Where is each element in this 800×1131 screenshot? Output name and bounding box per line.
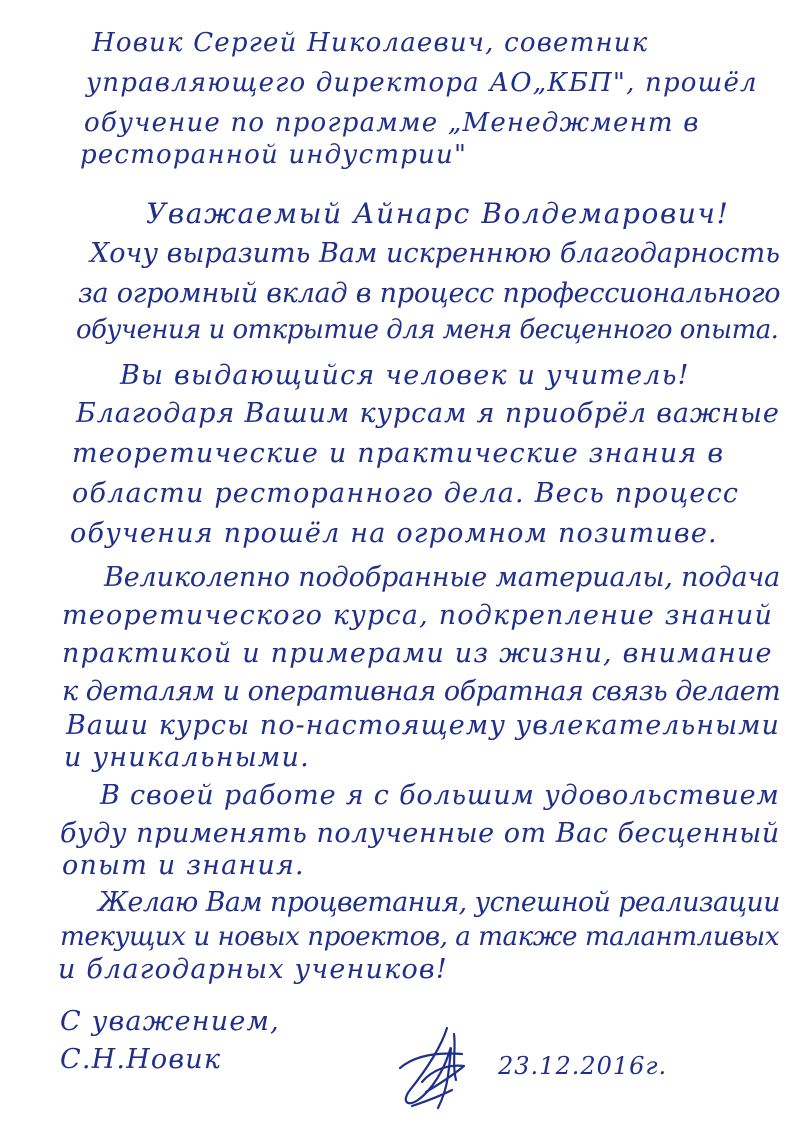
body-line: к деталям и оперативная обратная связь делает bbox=[62, 676, 781, 707]
body-line: Желаю Вам процветания, успешной реализации bbox=[98, 887, 780, 918]
body-line: Великолепно подобранные материалы, подача bbox=[104, 562, 781, 593]
header-line: обучение по программе „Менеджмент в bbox=[84, 108, 700, 138]
letter-date: 23.12.2016г. bbox=[498, 1052, 668, 1080]
body-line: В своей работе я с большим удовольствием bbox=[100, 780, 780, 811]
body-line: и уникальными. bbox=[64, 742, 310, 773]
body-line: за огромный вклад в процесс профессионального bbox=[78, 278, 781, 309]
body-line: обучения прошёл на огромном позитиве. bbox=[70, 518, 718, 549]
body-line: практикой и примерами из жизни, внимание bbox=[62, 638, 773, 669]
body-line: Ваши курсы по-настоящему увлекательными bbox=[66, 710, 780, 741]
body-line: опыт и знания. bbox=[62, 850, 305, 881]
header-line: Новик Сергей Николаевич, советник bbox=[92, 28, 649, 58]
body-line: буду применять полученные от Вас бесценный bbox=[60, 818, 780, 849]
letter-closing: С уважением, bbox=[60, 1006, 280, 1037]
header-line: ресторанной индустрии" bbox=[80, 140, 468, 170]
signer-name: С.Н.Новик bbox=[60, 1044, 222, 1075]
body-line: текущих и новых проектов, а также талантливых bbox=[60, 922, 780, 952]
body-line: обучения и открытие для меня бесценного опыта. bbox=[76, 315, 779, 345]
letter-greeting: Уважаемый Айнарс Волдемарович! bbox=[146, 197, 730, 230]
handwritten-signature bbox=[392, 1020, 482, 1120]
body-line: Хочу выразить Вам искреннюю благодарность bbox=[90, 238, 780, 269]
header-line: управляющего директора АО„КБП", прошёл bbox=[86, 68, 758, 98]
body-line: теоретического курса, подкрепление знаний bbox=[62, 600, 774, 631]
body-line: Вы выдающийся человек и учитель! bbox=[120, 360, 690, 391]
body-line: области ресторанного дела. Весь процесс bbox=[72, 478, 740, 509]
body-line: Благодаря Вашим курсам я приобрёл важные bbox=[76, 398, 780, 429]
body-line: теоретические и практические знания в bbox=[72, 438, 725, 469]
body-line: и благодарных учеников! bbox=[58, 954, 448, 985]
